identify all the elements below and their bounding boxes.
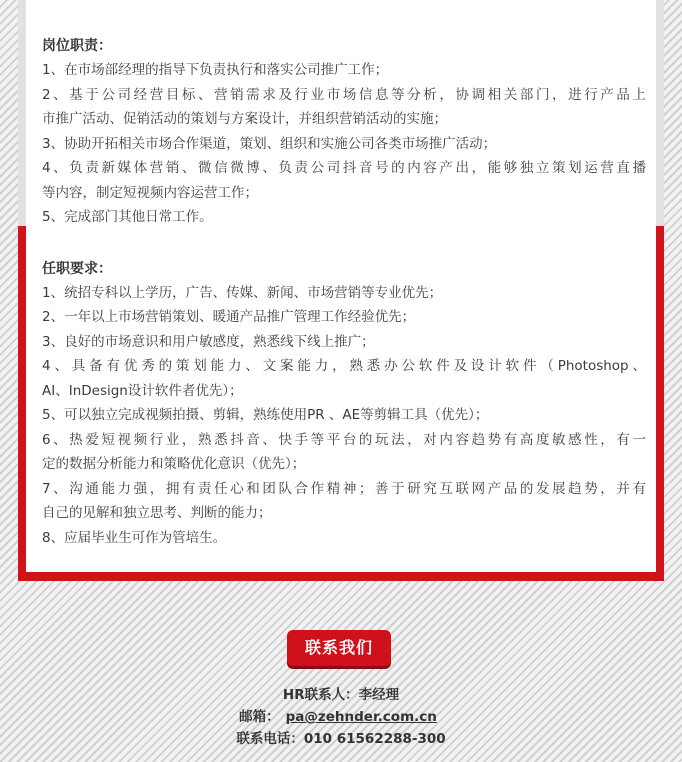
responsibility-line: 等内容，制定短视频内容运营工作； [42, 184, 258, 201]
requirement-line: 4、具备有优秀的策划能力、文案能力，熟悉办公软件及设计软件（Photoshop、 [42, 358, 646, 374]
requirement-line: 自己的见解和独立思考、判断的能力； [42, 505, 272, 521]
email-link[interactable]: pa@zehnder.com.cn [285, 709, 437, 725]
responsibility-line: 5、完成部门其他日常工作。 [42, 209, 213, 225]
contact-info [0, 684, 682, 750]
requirement-line: 5、可以独立完成视频拍摄、剪辑，熟练使用PR 、AE等剪辑工具（优先）； [42, 407, 489, 423]
requirement-line: 8、应届毕业生可作为管培生。 [42, 529, 227, 546]
email-row [0, 706, 682, 728]
requirement-line: 6、热爱短视频行业，熟悉抖音、快手等平台的玩法，对内容趋势有高度敏感性，有一 [42, 431, 646, 448]
contact-us-button[interactable]: 联系我们 [287, 630, 391, 666]
hr-contact-row [0, 684, 682, 706]
responsibility-line: 1、在市场部经理的指导下负责执行和落实公司推广工作； [42, 62, 389, 78]
requirement-line: 1、统招专科以上学历，广告、传媒、新闻、市场营销等专业优先； [42, 284, 443, 301]
section-spacer [42, 230, 646, 257]
phone-row [0, 728, 682, 750]
responsibility-line: 市推广活动、促销活动的策划与方案设计，并组织营销活动的实施； [42, 111, 447, 127]
hr-contact-label: HR联系人： [282, 687, 359, 703]
responsibility-line: 2、基于公司经营目标、营销需求及行业市场信息等分析，协调相关部门，进行产品上 [42, 86, 646, 103]
requirement-line: 3、良好的市场意识和用户敏感度，熟悉线下线上推广； [42, 333, 375, 350]
requirement-line: AI、InDesign设计软件者优先）； [42, 382, 243, 399]
requirement-line: 定的数据分析能力和策略优化意识（优先）； [42, 456, 306, 472]
job-description-card [26, 0, 656, 572]
responsibility-line: 4、负责新媒体营销、微信微博、负责公司抖音号的内容产出，能够独立策划运营直播 [42, 160, 646, 176]
requirement-line: 7、沟通能力强，拥有责任心和团队合作精神；善于研究互联网产品的发展趋势，并有 [42, 480, 646, 497]
email-label: 邮箱： [239, 709, 280, 725]
job-description-content [42, 34, 646, 550]
responsibilities-title: 岗位职责： [42, 38, 112, 54]
phone-label: 联系电话： [236, 731, 304, 747]
requirement-line: 2、一年以上市场营销策划、暖通产品推广管理工作经验优先； [42, 309, 416, 325]
phone-number: 010 61562288-300 [303, 731, 446, 747]
hr-contact-name: 李经理 [358, 687, 400, 703]
responsibility-line: 3、协助开拓相关市场合作渠道，策划、组织和实施公司各类市场推广活动； [42, 135, 497, 152]
requirements-title: 任职要求： [42, 260, 112, 277]
